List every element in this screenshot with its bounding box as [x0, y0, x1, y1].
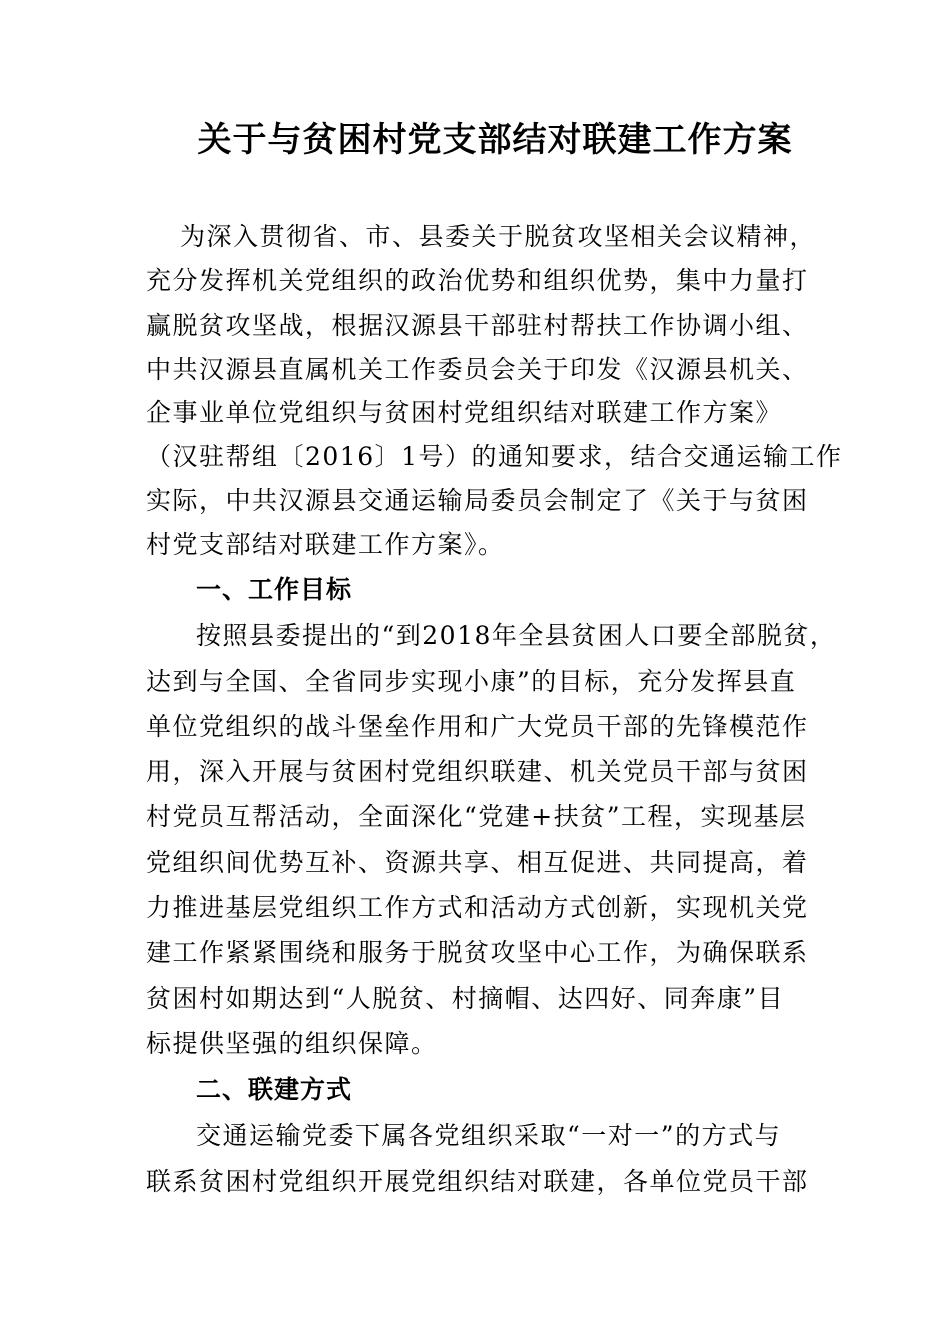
goals-line-7: 力推进基层党组织工作方式和活动方式创新，实现机关党	[146, 893, 809, 922]
document-title: 关于与贫困村党支部结对联建工作方案	[197, 120, 793, 160]
goals-line-8: 建工作紧紧围绕和服务于脱贫攻坚中心工作，为确保联系	[146, 938, 809, 967]
intro-line-1: 为深入贯彻省、市、县委关于脱贫攻坚相关会议精神，	[180, 222, 817, 251]
intro-line-7: 实际，中共汉源县交通运输局委员会制定了《关于与贫困	[146, 486, 809, 515]
goals-line-10: 标提供坚强的组织保障。	[146, 1029, 438, 1058]
goals-line-6: 党组织间优势互补、资源共享、相互促进、共同提高，着	[146, 848, 809, 877]
intro-line-4: 中共汉源县直属机关工作委员会关于印发《汉源县机关、	[146, 355, 809, 384]
goals-line-5: 村党员互帮活动，全面深化“党建+扶贫”工程，实现基层	[146, 802, 807, 831]
goals-line-4: 用，深入开展与贫困村党组织联建、机关党员干部与贫困	[146, 757, 809, 786]
method-line-2: 联系贫困村党组织开展党组织结对联建，各单位党员干部	[146, 1167, 809, 1196]
method-line-1: 交通运输党委下属各党组织采取“一对一”的方式与	[196, 1121, 782, 1150]
section-heading-method: 二、联建方式	[196, 1075, 353, 1104]
intro-line-3: 赢脱贫攻坚战，根据汉源县干部驻村帮扶工作协调小组、	[146, 311, 809, 340]
goals-line-1: 按照县委提出的“到2018年全县贫困人口要全部脱贫，	[196, 621, 837, 650]
intro-line-6: （汉驻帮组〔2016〕1号）的通知要求，结合交通运输工作	[146, 442, 843, 471]
intro-line-2: 充分发挥机关党组织的政治优势和组织优势，集中力量打	[146, 266, 809, 295]
goals-line-9: 贫困村如期达到“人脱贫、村摘帽、达四好、同奔康”目	[146, 984, 785, 1013]
intro-line-8: 村党支部结对联建工作方案》。	[146, 530, 505, 559]
section-heading-goals: 一、工作目标	[196, 575, 353, 604]
intro-line-5: 企事业单位党组织与贫困村党组织结对联建工作方案》	[146, 398, 783, 427]
goals-line-2: 达到与全国、全省同步实现小康”的目标，充分发挥县直	[146, 667, 797, 696]
goals-line-3: 单位党组织的战斗堡垒作用和广大党员干部的先锋模范作	[146, 712, 809, 741]
